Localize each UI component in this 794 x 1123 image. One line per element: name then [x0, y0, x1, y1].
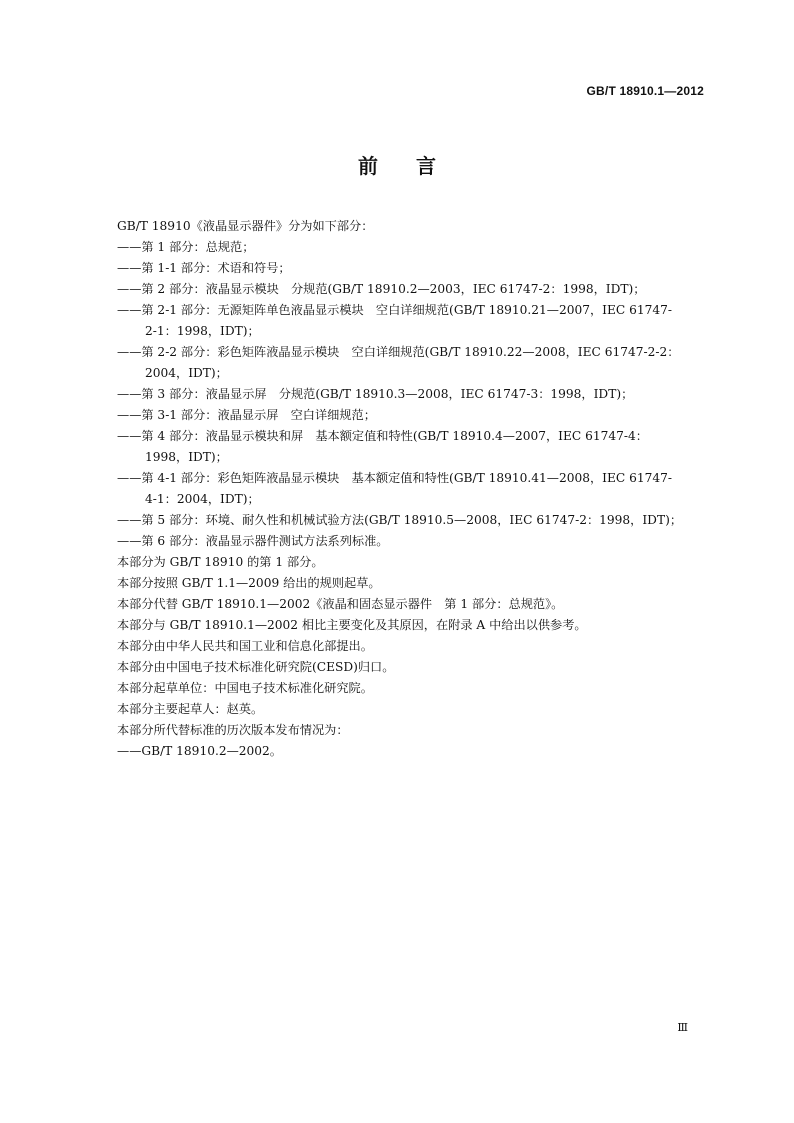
paragraph: 本部分由中华人民共和国工业和信息化部提出。 — [117, 639, 373, 653]
list-item: ——第 3-1 部分：液晶显示屏 空白详细规范； — [117, 408, 376, 422]
list-item: ——第 1 部分：总规范； — [117, 240, 255, 254]
list-item: ——第 3 部分：液晶显示屏 分规范(GB/T 18910.3—2008，IEC 61747-3：1998，IDT)； — [117, 387, 634, 401]
list-item: ——第 2 部分：液晶显示模块 分规范(GB/T 18910.2—2003，IEC 61747-2：1998，IDT)； — [117, 282, 646, 296]
paragraph: 本部分与 GB/T 18910.1—2002 相比主要变化及其原因，在附录 A 中给出以供参考。 — [117, 618, 587, 632]
paragraph: 本部分主要起草人：赵英。 — [117, 702, 264, 716]
intro-line: GB/T 18910《液晶显示器件》分为如下部分： — [117, 219, 374, 233]
paragraph: 本部分为 GB/T 18910 的第 1 部分。 — [117, 555, 324, 569]
paragraph: 本部分代替 GB/T 18910.1—2002《液晶和固态显示器件 第 1 部分：总规范》。 — [117, 597, 564, 611]
list-item: ——GB/T 18910.2—2002。 — [117, 744, 282, 758]
list-item: ——第 4 部分：液晶显示模块和屏 基本额定值和特性(GB/T 18910.4—2007，IEC 61747-4： — [117, 429, 648, 443]
list-item: ——第 2-2 部分：彩色矩阵液晶显示模块 空白详细规范(GB/T 18910.22—2008，IEC 61747-2-2： — [117, 345, 680, 359]
page-number: Ⅲ — [677, 1021, 688, 1034]
paragraph: 本部分所代替标准的历次版本发布情况为： — [117, 723, 349, 737]
page-title: 前言 — [358, 154, 474, 178]
list-item: ——第 2-1 部分：无源矩阵单色液晶显示模块 空白详细规范(GB/T 18910.21—2007，IEC 61747- — [117, 303, 672, 317]
list-item: ——第 1-1 部分：术语和符号； — [117, 261, 291, 275]
list-item: ——第 6 部分：液晶显示器件测试方法系列标准。 — [117, 534, 389, 548]
document-code: GB/T 18910.1—2012 — [586, 84, 704, 98]
foreword-body — [117, 216, 709, 762]
list-item-continuation: 2004，IDT)； — [145, 366, 228, 380]
paragraph: 本部分按照 GB/T 1.1—2009 给出的规则起草。 — [117, 576, 381, 590]
paragraph: 本部分由中国电子技术标准化研究院(CESD)归口。 — [117, 660, 395, 674]
list-item: ——第 4-1 部分：彩色矩阵液晶显示模块 基本额定值和特性(GB/T 18910.41—2008，IEC 61747- — [117, 471, 672, 485]
list-item-continuation: 2-1：1998，IDT)； — [145, 324, 260, 338]
list-item: ——第 5 部分：环境、耐久性和机械试验方法(GB/T 18910.5—2008，IEC 61747-2：1998，IDT)； — [117, 513, 683, 527]
paragraph: 本部分起草单位：中国电子技术标准化研究院。 — [117, 681, 373, 695]
list-item-continuation: 4-1：2004，IDT)； — [145, 492, 260, 506]
list-item-continuation: 1998，IDT)； — [145, 450, 228, 464]
